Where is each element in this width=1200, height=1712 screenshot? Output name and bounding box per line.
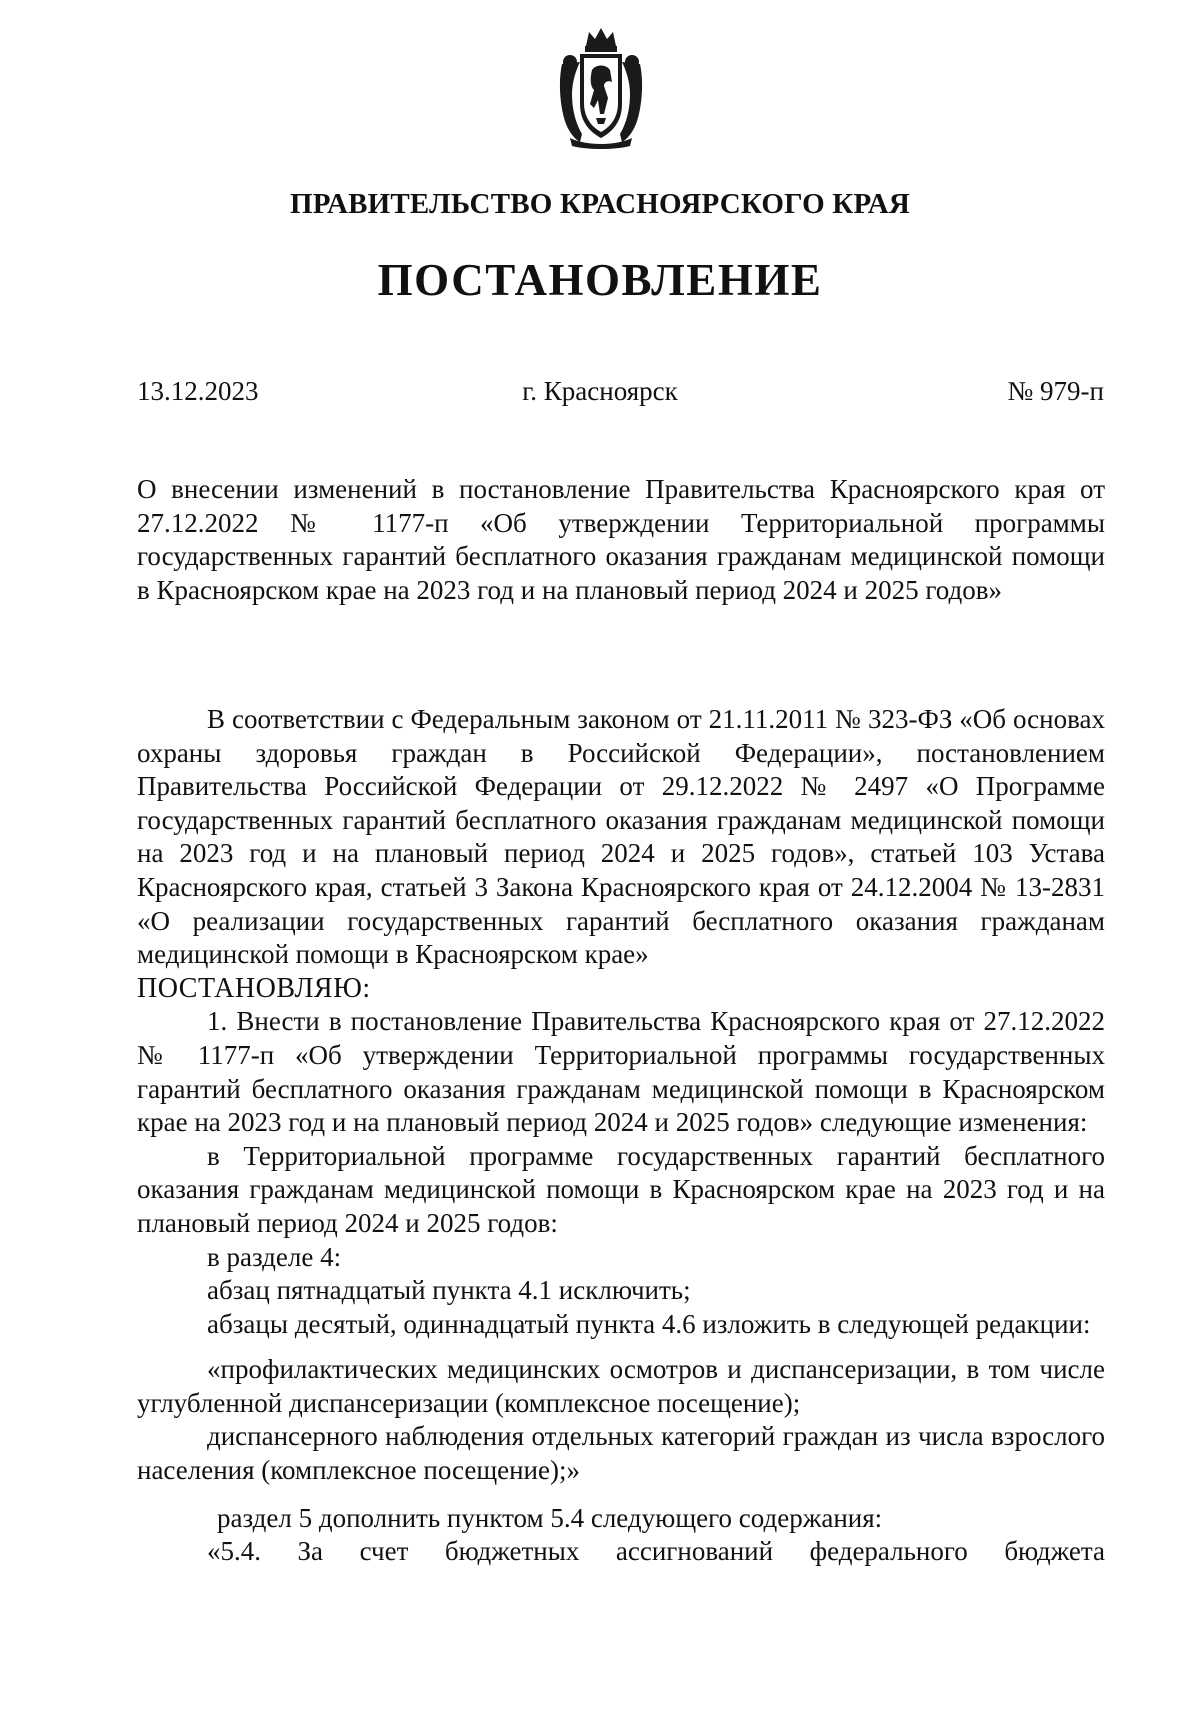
item-5-4-paragraph: «5.4. За счет бюджетных ассигнований федерального бюджета (207, 1536, 1105, 1567)
document-city: г. Красноярск (522, 376, 678, 406)
paragraph-15-exclusion: абзац пятнадцатый пункта 4.1 исключить; (207, 1275, 691, 1306)
document-number: № 979-п (1007, 376, 1104, 406)
paragraphs-10-11-amendment: абзацы десятый, одиннадцатый пункта 4.6 изложить в следующей редакции: (207, 1308, 1091, 1339)
item-1-paragraph: 1. Внести в постановление Правительства Красноярского края от 27.12.2022 № 1177-п «Об утверждении Территориальной программы государственных гарантий бесплатного оказания гражданам медицинской помощи в Красноярском крае на 2023 год и на плановый период 2024 и 2025 годов» следующие изменения: (137, 1006, 1105, 1138)
section-4-paragraph: в разделе 4: (207, 1241, 342, 1272)
quote-paragraph-1: «профилактических медицинских осмотров и диспансеризации, в том числе углубленной диспансеризации (комплексное посещение); (137, 1354, 1105, 1418)
section-5-paragraph: раздел 5 дополнить пунктом 5.4 следующего содержания: (217, 1502, 883, 1533)
document-type-title: ПОСТАНОВЛЕНИЕ (377, 255, 823, 305)
krasnoyarsk-coat-of-arms-icon (556, 24, 646, 150)
document-date: 13.12.2023 (137, 376, 259, 406)
quote-paragraph-2: диспансерного наблюдения отдельных категорий граждан из числа взрослого населения (комплексное посещение);» (137, 1421, 1105, 1486)
decree-word: ПОСТАНОВЛЯЮ: (137, 972, 371, 1004)
document-subject: О внесении изменений в постановление Правительства Красноярского края от 27.12.2022 № 1177-п «Об утверждении Территориальной программы государственных гарантий бесплатного оказания гражданам медицинской помощи в Красноярском крае на 2023 год и на плановый период 2024 и 2025 годов» (137, 474, 1105, 605)
program-intro-paragraph: в Территориальной программе государственных гарантий бесплатного оказания гражданам медицинской помощи в Красноярском крае на 2023 год и на плановый период 2024 и 2025 годов: (137, 1140, 1105, 1238)
preamble-paragraph: В соответствии с Федеральным законом от 21.11.2011 № 323-ФЗ «Об основах охраны здоровья граждан в Российской Федерации», постановлением Правительства Российской Федерации от 29.12.2022 № 2497 «О Программе государственных гарантий бесплатного оказания гражданам медицинской помощи на 2023 год и на плановый период 2024 и 2025 годов», статьей 103 Устава Красноярского края, статьей 3 Закона Красноярского края от 24.12.2004 № 13-2831 «О реализации государственных гарантий бесплатного оказания гражданам медицинской помощи в Красноярском крае» (137, 704, 1105, 970)
document-body (137, 703, 1105, 1569)
government-title: ПРАВИТЕЛЬСТВО КРАСНОЯРСКОГО КРАЯ (289, 188, 911, 220)
